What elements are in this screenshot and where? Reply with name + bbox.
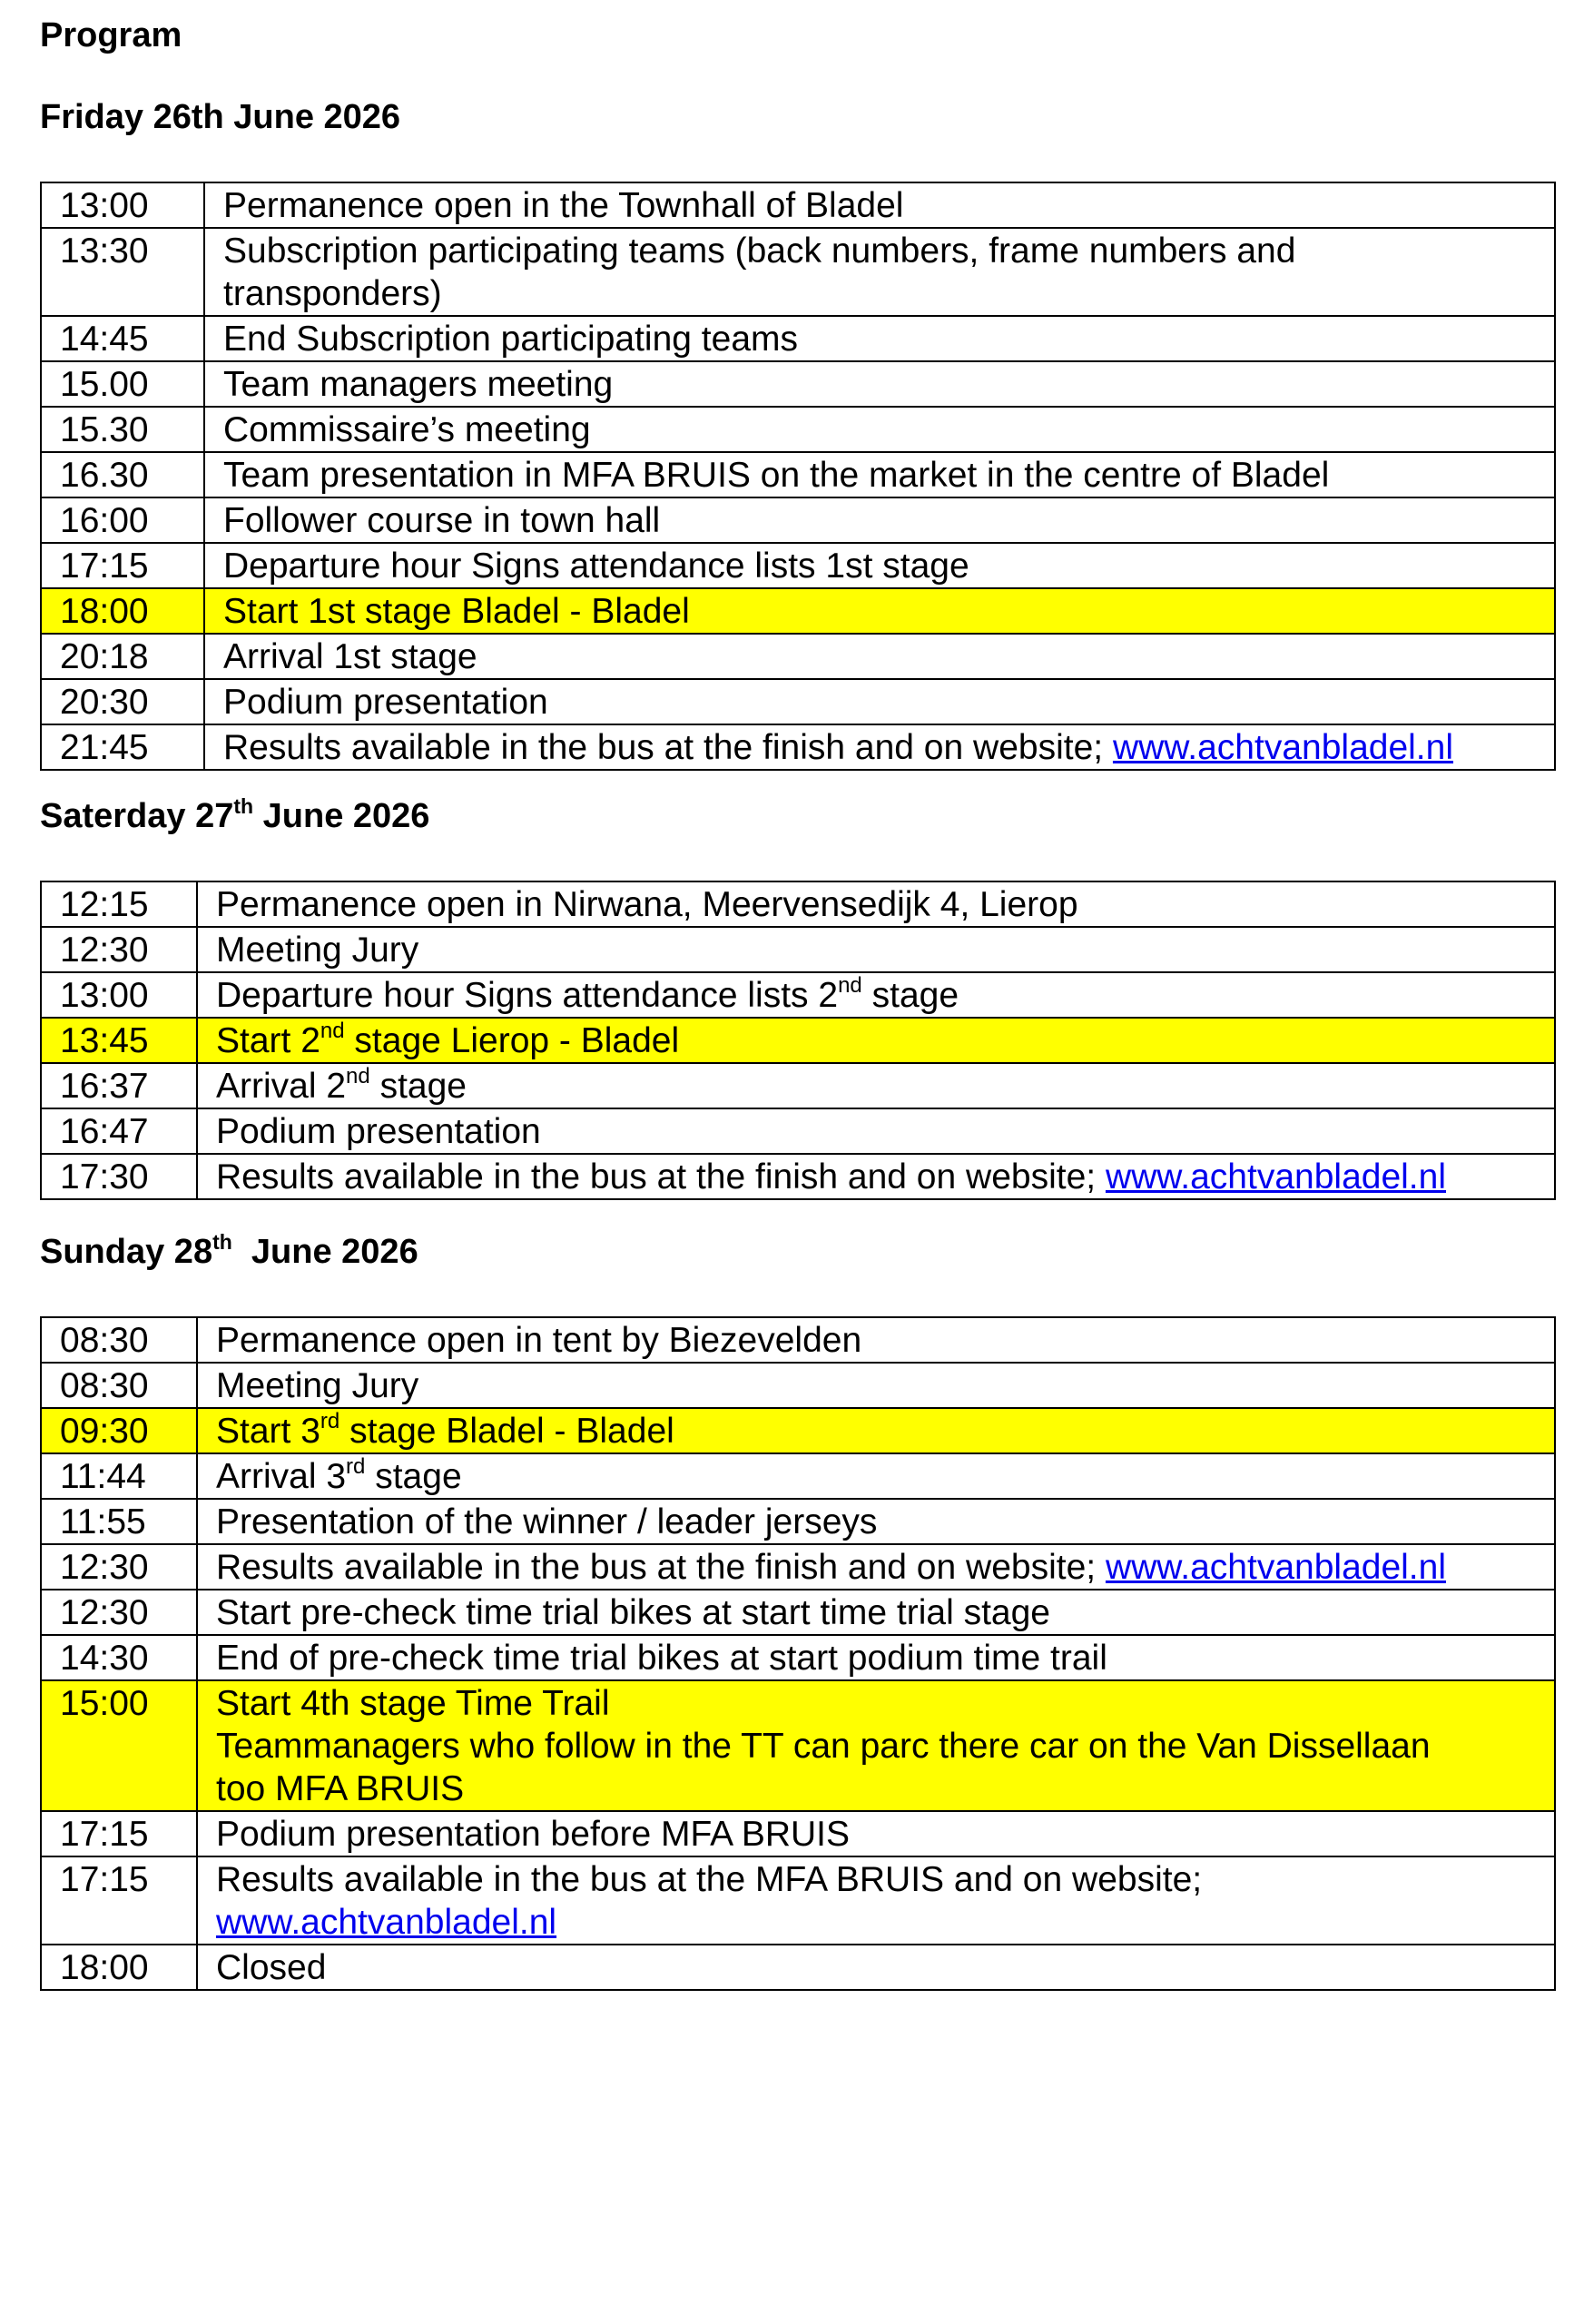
time-cell: 14:45 [41, 316, 204, 361]
page-title: Program [40, 16, 182, 54]
description-text: Start 3 [216, 1412, 320, 1451]
time-cell: 17:15 [41, 543, 204, 588]
schedule-row [41, 881, 1555, 927]
time-cell: 15:00 [41, 1680, 197, 1811]
schedule-row [41, 1635, 1555, 1680]
heading-superscript: th [233, 794, 254, 818]
description-cell: Permanence open in Nirwana, Meervensedijk 4, Lierop [197, 881, 1555, 927]
saturday-heading [40, 792, 429, 841]
website-link[interactable]: www.achtvanbladel.nl [216, 1903, 557, 1942]
schedule-row [41, 1317, 1555, 1363]
description-text: Arrival 2 [216, 1067, 347, 1106]
description-line: Teammanagers who follow in the TT can parc there car on the Van Dissellaan [216, 1727, 1431, 1766]
schedule-row [41, 1108, 1555, 1154]
description-cell: Arrival 1st stage [204, 634, 1555, 679]
description-cell: Closed [197, 1945, 1555, 1990]
schedule-row [41, 1154, 1555, 1199]
time-cell: 12:30 [41, 927, 197, 972]
schedule-row [41, 1811, 1555, 1856]
time-cell: 08:30 [41, 1317, 197, 1363]
description-cell: Team managers meeting [204, 361, 1555, 407]
description-cell [197, 1856, 1555, 1945]
description-cell: Team presentation in MFA BRUIS on the market in the centre of Bladel [204, 452, 1555, 497]
schedule-row [41, 497, 1555, 543]
heading-text: Saterday 27 [40, 797, 234, 835]
schedule-row [41, 1063, 1555, 1108]
highlighted-schedule-row [41, 1408, 1555, 1453]
saturday-schedule-table [40, 881, 1556, 1200]
schedule-row [41, 452, 1555, 497]
description-cell [197, 1453, 1555, 1499]
time-cell: 18:00 [41, 1945, 197, 1990]
description-text: stage [861, 976, 959, 1015]
description-cell: Follower course in town hall [204, 497, 1555, 543]
schedule-row [41, 361, 1555, 407]
time-cell: 20:18 [41, 634, 204, 679]
time-cell: 12:30 [41, 1544, 197, 1590]
sunday-heading [40, 1227, 418, 1276]
description-text: Results available in the bus at the finish and on website; [223, 728, 1113, 767]
highlighted-schedule-row [41, 1680, 1555, 1811]
time-cell: 13:45 [41, 1018, 197, 1063]
schedule-row [41, 724, 1555, 770]
description-cell: Meeting Jury [197, 1363, 1555, 1408]
description-cell: Permanence open in the Townhall of Bladel [204, 182, 1555, 228]
website-link[interactable]: www.achtvanbladel.nl [1112, 728, 1453, 767]
schedule-row [41, 316, 1555, 361]
description-cell: Meeting Jury [197, 927, 1555, 972]
description-text: stage Bladel - Bladel [339, 1412, 674, 1451]
description-cell: Start 1st stage Bladel - Bladel [204, 588, 1555, 634]
description-line: Start 4th stage Time Trail [216, 1684, 610, 1723]
time-cell: 17:15 [41, 1856, 197, 1945]
time-cell: 12:15 [41, 881, 197, 927]
description-cell [197, 1408, 1555, 1453]
description-cell: Presentation of the winner / leader jerseys [197, 1499, 1555, 1544]
time-cell: 16:47 [41, 1108, 197, 1154]
description-cell [197, 1018, 1555, 1063]
schedule-row [41, 407, 1555, 452]
time-cell: 21:45 [41, 724, 204, 770]
schedule-row [41, 1544, 1555, 1590]
heading-text: June 2026 [231, 1233, 418, 1271]
time-cell: 17:30 [41, 1154, 197, 1199]
time-cell: 08:30 [41, 1363, 197, 1408]
ordinal-superscript: rd [346, 1454, 366, 1479]
heading-text: Sunday 28 [40, 1233, 213, 1271]
time-cell: 11:44 [41, 1453, 197, 1499]
description-cell: Departure hour Signs attendance lists 1st stage [204, 543, 1555, 588]
time-cell: 16.30 [41, 452, 204, 497]
schedule-row [41, 972, 1555, 1018]
schedule-row [41, 1499, 1555, 1544]
description-cell [197, 972, 1555, 1018]
description-text: stage [369, 1067, 467, 1106]
time-cell: 13:00 [41, 182, 204, 228]
ordinal-superscript: nd [838, 973, 862, 998]
schedule-row [41, 182, 1555, 228]
time-cell: 17:15 [41, 1811, 197, 1856]
schedule-row [41, 1453, 1555, 1499]
description-text: Arrival 3 [216, 1457, 347, 1496]
description-text: Departure hour Signs attendance lists 2 [216, 976, 839, 1015]
schedule-row [41, 679, 1555, 724]
friday-heading: Friday 26th June 2026 [40, 98, 401, 136]
schedule-row [41, 1945, 1555, 1990]
time-cell: 09:30 [41, 1408, 197, 1453]
schedule-row [41, 1856, 1555, 1945]
time-cell: 11:55 [41, 1499, 197, 1544]
schedule-row [41, 228, 1555, 316]
description-text: Results available in the bus at the finish and on website; [216, 1548, 1106, 1587]
time-cell: 13:30 [41, 228, 204, 316]
description-cell [197, 1154, 1555, 1199]
ordinal-superscript: nd [320, 1019, 345, 1043]
schedule-row [41, 543, 1555, 588]
description-text: stage [365, 1457, 462, 1496]
time-cell: 15.30 [41, 407, 204, 452]
description-cell [197, 1063, 1555, 1108]
ordinal-superscript: rd [320, 1409, 340, 1433]
description-cell: Podium presentation [204, 679, 1555, 724]
description-text: Start 2 [216, 1021, 320, 1060]
description-cell [197, 1544, 1555, 1590]
description-line: Subscription participating teams (back numbers, frame numbers and [223, 231, 1296, 271]
time-cell: 20:30 [41, 679, 204, 724]
schedule-row [41, 634, 1555, 679]
sunday-schedule-table [40, 1316, 1556, 1991]
description-cell: End of pre-check time trial bikes at start podium time trail [197, 1635, 1555, 1680]
time-cell: 13:00 [41, 972, 197, 1018]
description-line: transponders) [223, 274, 442, 313]
ordinal-superscript: nd [346, 1064, 370, 1088]
time-cell: 16:00 [41, 497, 204, 543]
description-cell: Permanence open in tent by Biezevelden [197, 1317, 1555, 1363]
time-cell: 18:00 [41, 588, 204, 634]
description-cell: Commissaire’s meeting [204, 407, 1555, 452]
heading-text: June 2026 [253, 797, 430, 835]
time-cell: 12:30 [41, 1590, 197, 1635]
description-cell [197, 1680, 1555, 1811]
time-cell: 14:30 [41, 1635, 197, 1680]
description-line: too MFA BRUIS [216, 1769, 465, 1808]
description-text: stage Lierop - Bladel [344, 1021, 680, 1060]
schedule-row [41, 927, 1555, 972]
website-link[interactable]: www.achtvanbladel.nl [1105, 1157, 1446, 1196]
schedule-row [41, 1590, 1555, 1635]
website-link[interactable]: www.achtvanbladel.nl [1105, 1548, 1446, 1587]
description-cell: End Subscription participating teams [204, 316, 1555, 361]
description-cell: Start pre-check time trial bikes at start time trial stage [197, 1590, 1555, 1635]
highlighted-schedule-row [41, 1018, 1555, 1063]
description-cell [204, 228, 1555, 316]
highlighted-schedule-row [41, 588, 1555, 634]
description-cell: Podium presentation [197, 1108, 1555, 1154]
description-text: Results available in the bus at the MFA BRUIS and on website; [216, 1860, 1203, 1899]
description-cell [204, 724, 1555, 770]
time-cell: 16:37 [41, 1063, 197, 1108]
heading-superscript: th [212, 1230, 232, 1254]
schedule-row [41, 1363, 1555, 1408]
friday-schedule-table [40, 182, 1556, 771]
description-text: Results available in the bus at the finish and on website; [216, 1157, 1106, 1196]
time-cell: 15.00 [41, 361, 204, 407]
description-cell: Podium presentation before MFA BRUIS [197, 1811, 1555, 1856]
